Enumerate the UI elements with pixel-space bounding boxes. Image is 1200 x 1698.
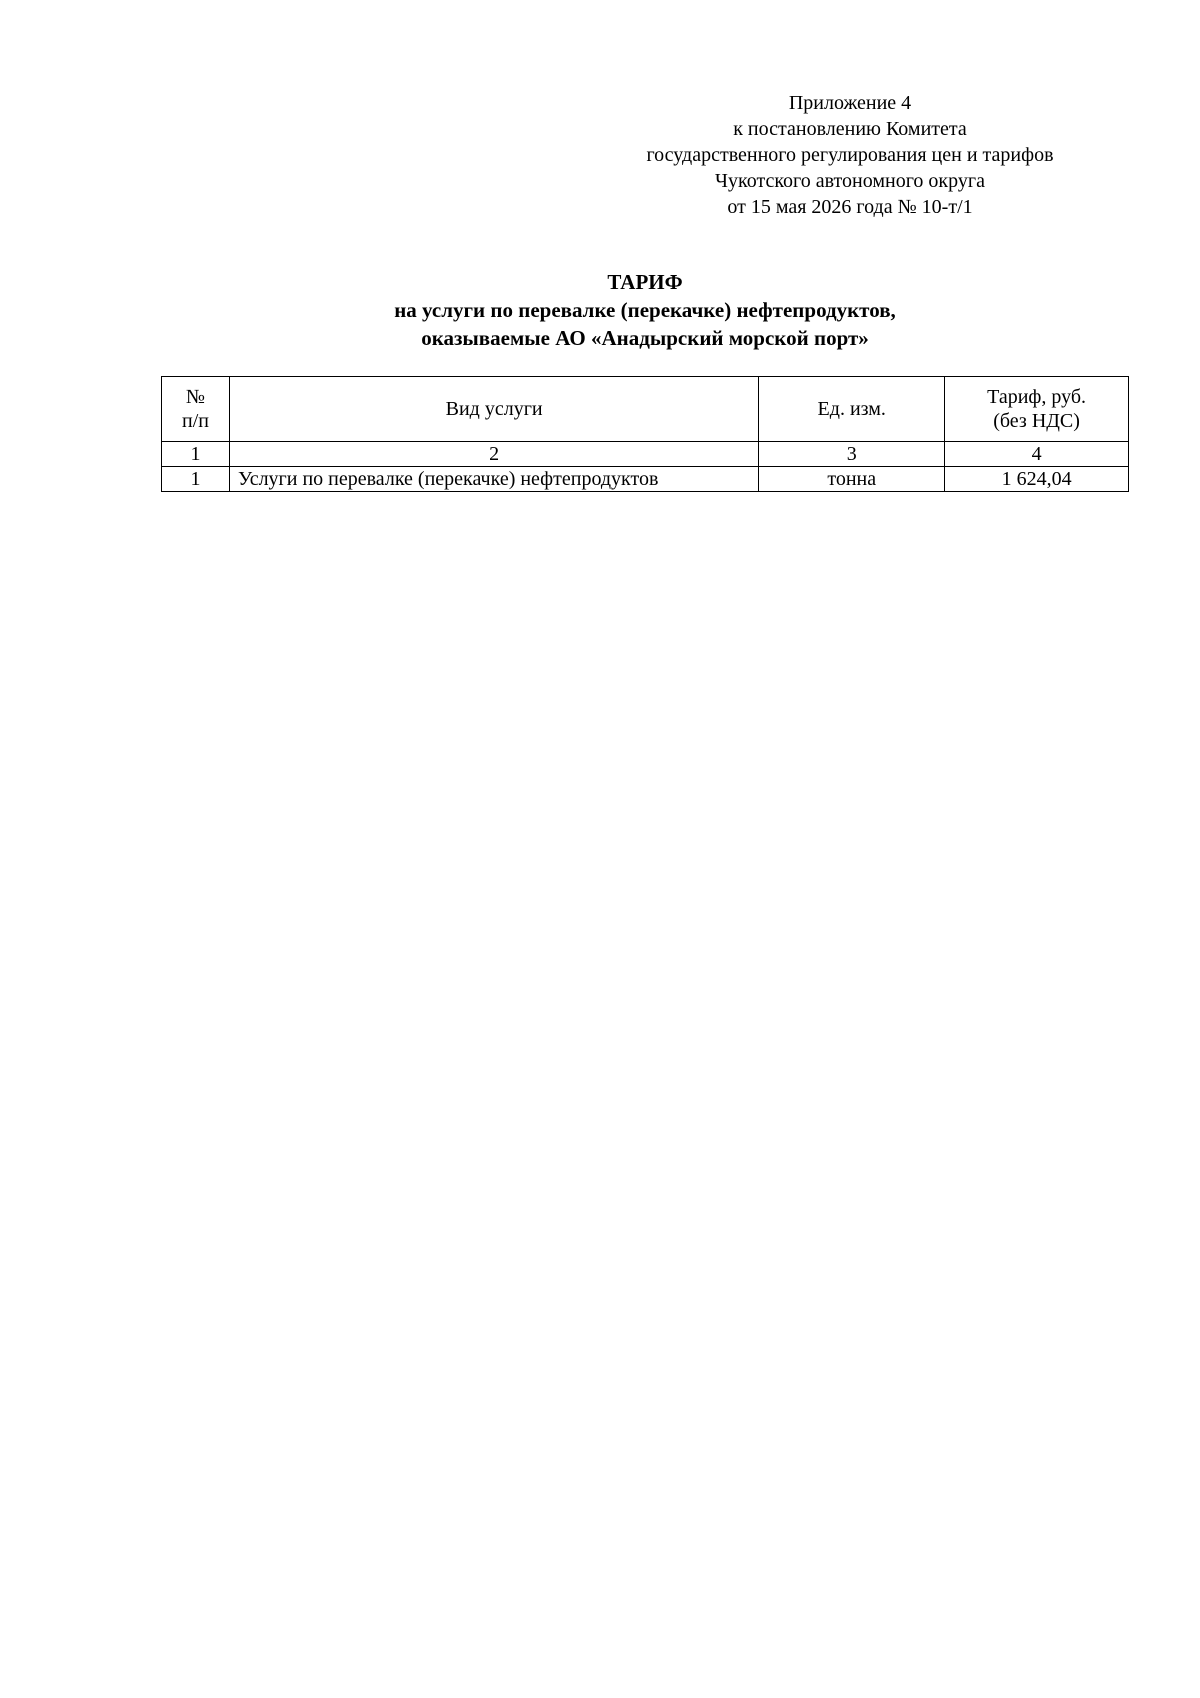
row-service-cell: Услуги по перевалке (перекачке) нефтепродуктов (229, 467, 758, 492)
column-number-row (162, 442, 1129, 467)
header-cell-unit: Ед. изм. (759, 377, 945, 442)
document-title (160, 268, 1130, 352)
header-cell-num: № п/п (162, 377, 230, 442)
column-number-cell: 3 (759, 442, 945, 467)
appendix-header (620, 90, 1080, 220)
appendix-line: от 15 мая 2026 года № 10-т/1 (727, 196, 973, 218)
row-num-cell: 1 (162, 467, 230, 492)
row-unit-cell: тонна (759, 467, 945, 492)
table-row (162, 467, 1129, 492)
column-number-cell: 1 (162, 442, 230, 467)
header-cell-service: Вид услуги (229, 377, 758, 442)
table-header-row (162, 377, 1129, 442)
appendix-line: Приложение 4 (788, 92, 912, 114)
column-number-cell: 4 (945, 442, 1129, 467)
title-line: на услуги по перевалке (перекачке) нефтепродуктов, (394, 298, 896, 322)
title-line: ТАРИФ (607, 270, 683, 294)
header-cell-tariff: Тариф, руб. (без НДС) (945, 377, 1129, 442)
appendix-line: к постановлению Комитета (733, 118, 967, 140)
title-line: оказываемые АО «Анадырский морской порт» (421, 326, 869, 350)
appendix-line: Чукотского автономного округа (715, 170, 985, 192)
tariff-table (161, 376, 1129, 492)
row-tariff-cell: 1 624,04 (945, 467, 1129, 492)
appendix-line: государственного регулирования цен и тарифов (646, 144, 1054, 166)
column-number-cell: 2 (229, 442, 758, 467)
